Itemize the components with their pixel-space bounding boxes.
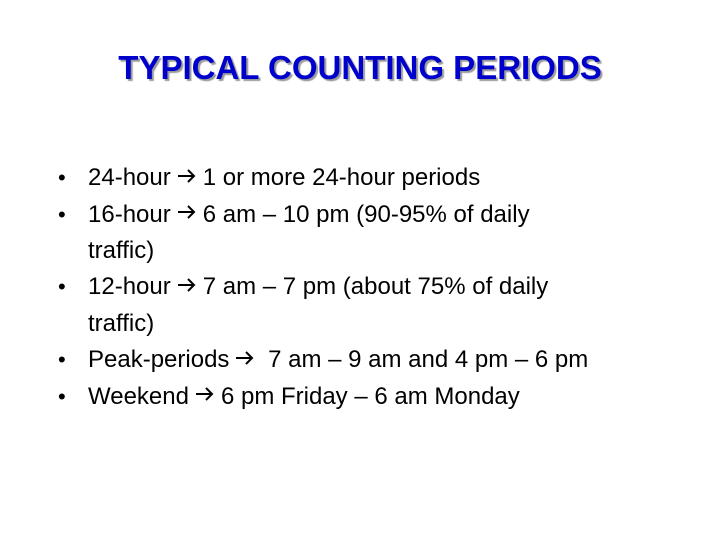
- bullet-text: 7 am – 9 am and 4 pm – 6 pm: [261, 345, 589, 373]
- bullet-list: [0, 160, 720, 415]
- arrow-right-icon: [177, 195, 197, 231]
- bullet-dot: •: [58, 346, 66, 372]
- bullet-text: 6 am – 10 pm (90-95% of daily: [202, 200, 530, 228]
- bullet-dot: •: [58, 274, 66, 300]
- bullet-item-peak-periods: [0, 342, 720, 379]
- bullet-dot: •: [58, 165, 66, 190]
- bullet-lead: 24-hour: [88, 164, 171, 191]
- bullet-item-weekend: [0, 379, 720, 416]
- bullet-lead: 16-hour: [88, 200, 171, 228]
- bullet-item-12-hour: [0, 269, 720, 342]
- bullet-text: 1 or more 24-hour periods: [202, 164, 481, 191]
- bullet-line: [88, 269, 700, 306]
- bullet-lead: Peak-periods: [88, 345, 230, 373]
- bullet-continuation: traffic): [88, 237, 155, 265]
- bullet-text: 6 pm Friday – 6 am Monday: [220, 382, 520, 410]
- arrow-right-icon: [235, 341, 255, 377]
- arrow-right-icon: [177, 268, 197, 304]
- bullet-continuation: traffic): [88, 309, 155, 337]
- bullet-line: [88, 160, 700, 197]
- bullet-line: [88, 342, 700, 379]
- bullet-text: 7 am – 7 pm (about 75% of daily: [202, 273, 549, 301]
- arrow-right-icon: [195, 377, 215, 413]
- bullet-item-24-hour: [0, 160, 720, 197]
- bullet-dot: •: [58, 201, 66, 227]
- arrow-right-icon: [177, 159, 197, 195]
- bullet-lead: 12-hour: [88, 273, 171, 301]
- bullet-line: [88, 379, 700, 416]
- bullet-lead: Weekend: [88, 382, 189, 410]
- bullet-item-16-hour: [0, 197, 720, 270]
- bullet-dot: •: [58, 383, 66, 409]
- slide-title: TYPICAL COUNTING PERIODS: [118, 49, 602, 86]
- bullet-line: [88, 197, 700, 234]
